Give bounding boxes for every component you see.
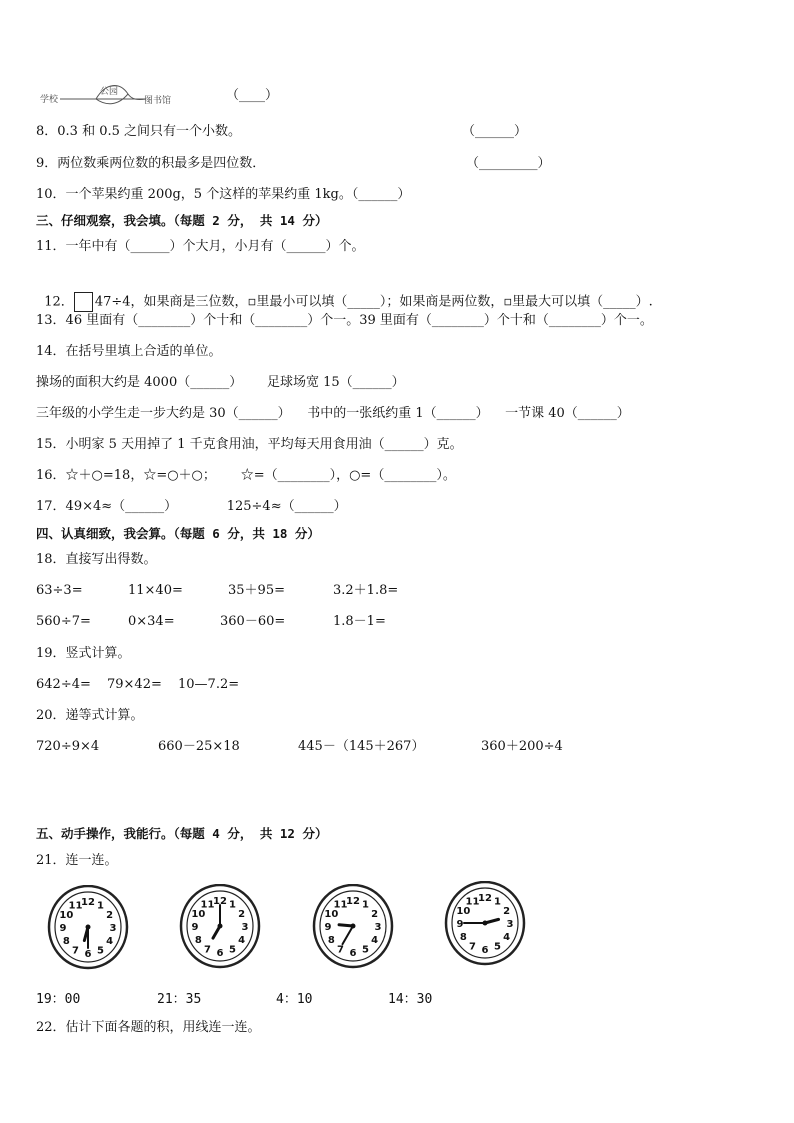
clock-numeral: 2 (371, 909, 379, 920)
clock-numeral: 8 (327, 935, 335, 946)
clock-center (86, 925, 91, 930)
clock-numeral: 4 (106, 936, 114, 947)
clock-numeral: 5 (362, 944, 369, 956)
clock-numeral: 6 (84, 949, 92, 960)
q14-line-a: 操场的面积大约是 4000（______） 足球场宽 15（______） (36, 375, 405, 390)
clock-numeral: 6 (481, 945, 489, 956)
clock-numeral: 7 (469, 941, 476, 953)
q18-item: 3.2＋1.8= (333, 583, 399, 598)
q19: 19．竖式计算。 (36, 646, 131, 661)
clock-numeral: 11 (333, 899, 348, 911)
section-5-heading: 五、动手操作，我能行。（每题 4 分， 共 12 分） (36, 826, 328, 841)
q20-item: 660－25×18 (158, 739, 240, 754)
q18-item: 560÷7= (36, 614, 91, 629)
clock-numeral: 4 (238, 935, 246, 946)
q21: 21．连一连。 (36, 853, 118, 868)
clock-numeral: 2 (503, 906, 511, 917)
time-label: 19：00 (36, 992, 81, 1007)
clock-numeral: 11 (200, 899, 215, 911)
q20-item: 360＋200÷4 (481, 739, 563, 754)
q11: 11．一年中有（______）个大月，小月有（______）个。 (36, 239, 365, 254)
q15: 15．小明家 5 天用掉了 1 千克食用油，平均每天用食用油（______）克。 (36, 437, 463, 452)
clock-numeral: 8 (459, 932, 467, 943)
clock-icon (178, 884, 262, 972)
clock-numeral: 8 (62, 936, 70, 947)
clock-numeral: 5 (494, 941, 501, 953)
q19-item: 79×42= (107, 677, 162, 692)
route-answer: （____） (226, 88, 279, 103)
q19-item: 10—7.2= (178, 677, 240, 692)
clock-icon (311, 884, 395, 972)
clock-center (483, 921, 488, 926)
clock-numeral: 1 (362, 899, 369, 911)
clock-center (218, 924, 223, 929)
q18-item: 1.8－1= (333, 614, 386, 629)
q12-number: 12． (44, 294, 74, 310)
q12-text: 47÷4，如果商是三位数，▫里最小可以填（_____）；如果商是两位数，▫里最大可以填（_____）. (94, 294, 653, 310)
clock-numeral: 8 (194, 935, 202, 946)
clock-numeral: 10 (456, 906, 471, 917)
clock-numeral: 10 (191, 909, 206, 920)
q18-item: 0×34= (128, 614, 175, 629)
clock-numeral: 10 (324, 909, 339, 920)
clock-numeral: 3 (109, 923, 117, 934)
q19-item: 642÷4= (36, 677, 91, 692)
q18-item: 63÷3= (36, 583, 83, 598)
clock-numeral: 10 (59, 910, 74, 921)
clock-numeral: 4 (371, 935, 379, 946)
blank-box (74, 292, 93, 312)
q13: 13．46 里面有（________）个十和（________）个一。39 里面有（________）个十和（________）个一。 (36, 313, 653, 328)
clock-numeral: 7 (337, 944, 344, 956)
clock-center (351, 924, 356, 929)
clock-numeral: 1 (229, 899, 236, 911)
q16: 16．☆＋○=18，☆=○＋○； ☆=（________），○=（________）。 (36, 468, 456, 483)
q14: 14．在括号里填上合适的单位。 (36, 344, 222, 359)
library-label: 图书馆 (144, 96, 172, 106)
clock-icon (443, 881, 527, 969)
clock-numeral: 11 (465, 896, 480, 908)
clock-numeral: 9 (324, 922, 332, 933)
clock-numeral: 9 (191, 922, 199, 933)
clock-numeral: 12 (478, 893, 492, 904)
q8: 8．0.3 和 0.5 之间只有一个小数。 (36, 124, 242, 139)
clock-numeral: 9 (59, 923, 67, 934)
clock-numeral: 7 (72, 945, 79, 957)
clock-numeral: 3 (241, 922, 249, 933)
time-label: 14：30 (388, 992, 433, 1007)
q14-line-b: 三年级的小学生走一步大约是 30（______） 书中的一张纸约重 1（______） 一节课 40（______） (36, 406, 630, 421)
clock-numeral: 12 (213, 896, 227, 907)
park-label: 公园 (100, 87, 119, 97)
clock-numeral: 6 (349, 948, 357, 959)
clock-numeral: 5 (97, 945, 104, 957)
q17: 17．49×4≈（______） 125÷4≈（______） (36, 499, 347, 514)
q18-item: 360－60= (220, 614, 286, 629)
q8-answer: （______） (462, 124, 528, 139)
clock-numeral: 12 (346, 896, 360, 907)
q20-item: 445－（145＋267） (298, 739, 425, 754)
clock-numeral: 12 (81, 897, 95, 908)
clock-numeral: 1 (97, 900, 104, 912)
q9-answer: （_________） (466, 156, 551, 171)
section-3-heading: 三、仔细观察，我会填。（每题 2 分， 共 14 分） (36, 213, 328, 228)
q10: 10．一个苹果约重 200g，5 个这样的苹果约重 1kg。（______） (36, 187, 411, 202)
q20: 20．递等式计算。 (36, 708, 144, 723)
time-label: 21：35 (157, 992, 202, 1007)
clock-numeral: 3 (374, 922, 382, 933)
clock-numeral: 1 (494, 896, 501, 908)
q18: 18．直接写出得数。 (36, 552, 157, 567)
school-label: 学校 (40, 95, 59, 105)
clock-numeral: 11 (68, 900, 83, 912)
q18-item: 11×40= (128, 583, 183, 598)
q12 (36, 276, 653, 312)
clock-numeral: 3 (506, 919, 514, 930)
q20-item: 720÷9×4 (36, 739, 100, 754)
clock-numeral: 6 (216, 948, 224, 959)
clock-numeral: 7 (204, 944, 211, 956)
clock-numeral: 2 (106, 910, 114, 921)
clock-numeral: 2 (238, 909, 246, 920)
clock-numeral: 5 (229, 944, 236, 956)
q9: 9．两位数乘两位数的积最多是四位数． (36, 156, 266, 171)
time-label: 4：10 (276, 992, 313, 1007)
clock-numeral: 4 (503, 932, 511, 943)
clock-icon (46, 885, 130, 973)
section-4-heading: 四、认真细致，我会算。（每题 6 分，共 18 分） (36, 526, 320, 541)
q18-item: 35＋95= (228, 583, 285, 598)
q22: 22．估计下面各题的积，用线连一连。 (36, 1020, 261, 1035)
clock-numeral: 9 (456, 919, 464, 930)
